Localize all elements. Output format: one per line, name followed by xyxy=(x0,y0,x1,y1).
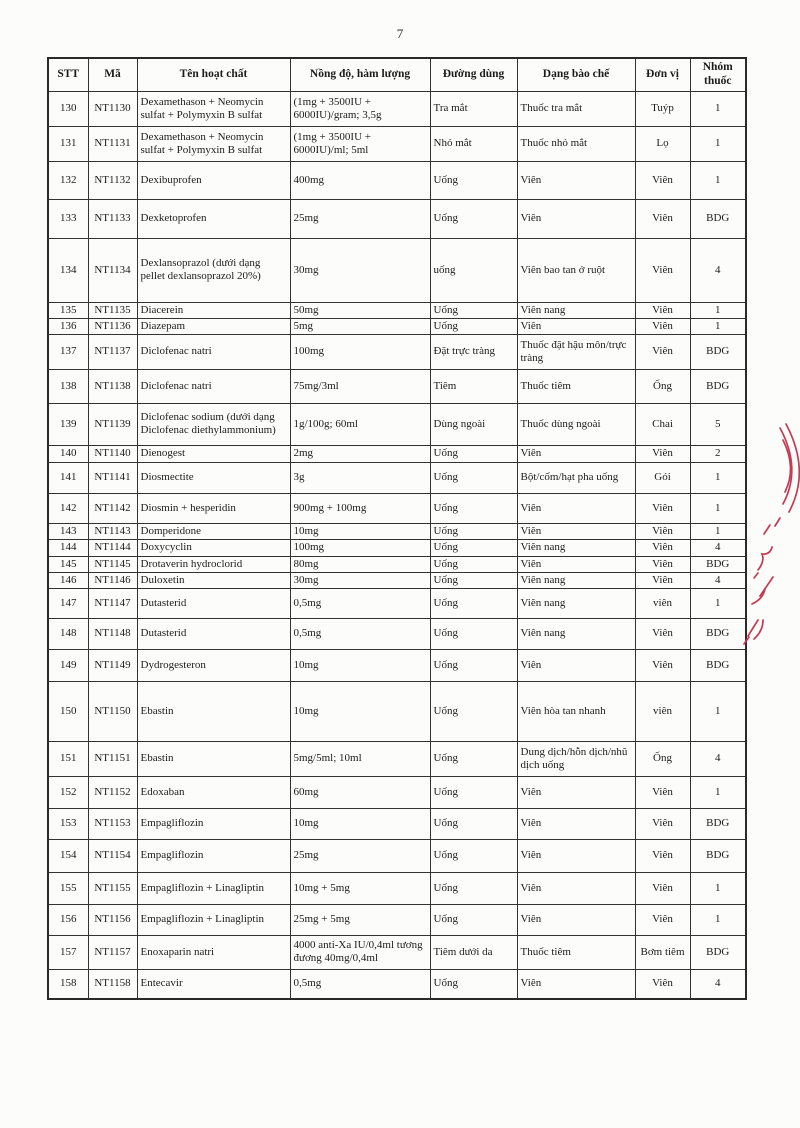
cell-stt: 130 xyxy=(48,91,88,126)
cell-don-vi: Viên xyxy=(635,969,690,999)
cell-don-vi: viên xyxy=(635,681,690,741)
cell-dang-bao-che: Thuốc nhỏ mắt xyxy=(517,126,635,161)
cell-nong-do-ham-luong: 25mg xyxy=(290,839,430,872)
cell-nong-do-ham-luong: 0,5mg xyxy=(290,618,430,649)
cell-nhom-thuoc: 1 xyxy=(690,776,746,808)
cell-nhom-thuoc: 4 xyxy=(690,969,746,999)
cell-nong-do-ham-luong: (1mg + 3500IU + 6000IU)/gram; 3,5g xyxy=(290,91,430,126)
cell-stt: 154 xyxy=(48,839,88,872)
cell-don-vi: Bơm tiêm xyxy=(635,935,690,969)
cell-nong-do-ham-luong: 0,5mg xyxy=(290,588,430,618)
cell-don-vi: Viên xyxy=(635,649,690,681)
cell-don-vi: Gói xyxy=(635,462,690,493)
table-row xyxy=(48,872,746,904)
cell-ten-hoat-chat: Dexketoprofen xyxy=(137,199,290,238)
cell-duong-dung: Uống xyxy=(430,523,517,539)
header-nhom-thuoc: Nhóm thuốc xyxy=(690,58,746,91)
cell-stt: 158 xyxy=(48,969,88,999)
cell-duong-dung: Dùng ngoài xyxy=(430,403,517,445)
cell-nong-do-ham-luong: 10mg xyxy=(290,649,430,681)
cell-stt: 142 xyxy=(48,493,88,523)
cell-nhom-thuoc: 4 xyxy=(690,539,746,556)
header-duong-dung: Đường dùng xyxy=(430,58,517,91)
cell-ma: NT1135 xyxy=(88,302,137,318)
table-row xyxy=(48,462,746,493)
cell-duong-dung: Uống xyxy=(430,741,517,776)
cell-dang-bao-che: Viên xyxy=(517,649,635,681)
cell-dang-bao-che: Thuốc tiêm xyxy=(517,935,635,969)
cell-nhom-thuoc: 4 xyxy=(690,572,746,588)
cell-ma: NT1141 xyxy=(88,462,137,493)
cell-don-vi: viên xyxy=(635,588,690,618)
cell-ma: NT1142 xyxy=(88,493,137,523)
cell-ten-hoat-chat: Dutasterid xyxy=(137,618,290,649)
cell-duong-dung: Uống xyxy=(430,649,517,681)
cell-stt: 151 xyxy=(48,741,88,776)
cell-don-vi: Viên xyxy=(635,334,690,369)
cell-ten-hoat-chat: Dexlansoprazol (dưới dạng pellet dexlansoprazol 20%) xyxy=(137,238,290,302)
cell-nong-do-ham-luong: 900mg + 100mg xyxy=(290,493,430,523)
cell-dang-bao-che: Viên xyxy=(517,318,635,334)
cell-don-vi: Viên xyxy=(635,872,690,904)
cell-stt: 137 xyxy=(48,334,88,369)
table-row xyxy=(48,588,746,618)
table-row xyxy=(48,649,746,681)
cell-ten-hoat-chat: Ebastin xyxy=(137,681,290,741)
cell-duong-dung: Uống xyxy=(430,969,517,999)
cell-ma: NT1137 xyxy=(88,334,137,369)
cell-don-vi: Viên xyxy=(635,238,690,302)
cell-don-vi: Lọ xyxy=(635,126,690,161)
header-row xyxy=(48,58,746,91)
header-ten-hoat-chat: Tên hoạt chất xyxy=(137,58,290,91)
cell-stt: 140 xyxy=(48,445,88,462)
cell-ten-hoat-chat: Ebastin xyxy=(137,741,290,776)
cell-duong-dung: Uống xyxy=(430,556,517,572)
cell-dang-bao-che: Viên nang xyxy=(517,539,635,556)
table-row xyxy=(48,539,746,556)
cell-don-vi: Viên xyxy=(635,523,690,539)
cell-don-vi: Viên xyxy=(635,199,690,238)
cell-stt: 131 xyxy=(48,126,88,161)
cell-ma: NT1131 xyxy=(88,126,137,161)
cell-nong-do-ham-luong: 30mg xyxy=(290,238,430,302)
cell-ten-hoat-chat: Diclofenac sodium (dưới dạng Diclofenac diethylammonium) xyxy=(137,403,290,445)
cell-nhom-thuoc: 1 xyxy=(690,681,746,741)
cell-dang-bao-che: Viên nang xyxy=(517,588,635,618)
cell-ma: NT1140 xyxy=(88,445,137,462)
cell-stt: 148 xyxy=(48,618,88,649)
cell-stt: 144 xyxy=(48,539,88,556)
cell-dang-bao-che: Dung dịch/hỗn dịch/nhũ dịch uống xyxy=(517,741,635,776)
cell-nong-do-ham-luong: 100mg xyxy=(290,334,430,369)
cell-don-vi: Viên xyxy=(635,776,690,808)
cell-nong-do-ham-luong: 75mg/3ml xyxy=(290,369,430,403)
cell-ten-hoat-chat: Diclofenac natri xyxy=(137,334,290,369)
cell-nong-do-ham-luong: (1mg + 3500IU + 6000IU)/ml; 5ml xyxy=(290,126,430,161)
cell-ma: NT1133 xyxy=(88,199,137,238)
cell-nhom-thuoc: 1 xyxy=(690,91,746,126)
cell-ten-hoat-chat: Dexamethason + Neomycin sulfat + Polymyxin B sulfat xyxy=(137,91,290,126)
cell-ma: NT1149 xyxy=(88,649,137,681)
cell-duong-dung: Uống xyxy=(430,462,517,493)
cell-ma: NT1155 xyxy=(88,872,137,904)
cell-duong-dung: Uống xyxy=(430,588,517,618)
cell-ten-hoat-chat: Empagliflozin + Linagliptin xyxy=(137,904,290,935)
cell-don-vi: Viên xyxy=(635,618,690,649)
cell-nong-do-ham-luong: 3g xyxy=(290,462,430,493)
cell-don-vi: Viên xyxy=(635,839,690,872)
table-header xyxy=(48,58,746,91)
cell-dang-bao-che: Viên xyxy=(517,493,635,523)
cell-duong-dung: Tra mắt xyxy=(430,91,517,126)
cell-duong-dung: Uống xyxy=(430,318,517,334)
cell-don-vi: Viên xyxy=(635,493,690,523)
table-row xyxy=(48,318,746,334)
cell-ten-hoat-chat: Empagliflozin xyxy=(137,808,290,839)
table-row xyxy=(48,523,746,539)
cell-nhom-thuoc: BDG xyxy=(690,935,746,969)
cell-nhom-thuoc: BDG xyxy=(690,199,746,238)
cell-don-vi: Viên xyxy=(635,445,690,462)
cell-nong-do-ham-luong: 80mg xyxy=(290,556,430,572)
cell-nhom-thuoc: 1 xyxy=(690,523,746,539)
cell-nhom-thuoc: BDG xyxy=(690,839,746,872)
table-row xyxy=(48,493,746,523)
cell-ten-hoat-chat: Diosmectite xyxy=(137,462,290,493)
table-row xyxy=(48,969,746,999)
cell-don-vi: Tuýp xyxy=(635,91,690,126)
cell-dang-bao-che: Bột/cốm/hạt pha uống xyxy=(517,462,635,493)
cell-dang-bao-che: Viên nang xyxy=(517,572,635,588)
cell-duong-dung: Uống xyxy=(430,539,517,556)
cell-ten-hoat-chat: Duloxetin xyxy=(137,572,290,588)
cell-nong-do-ham-luong: 10mg xyxy=(290,523,430,539)
table-row xyxy=(48,839,746,872)
cell-ten-hoat-chat: Dexibuprofen xyxy=(137,161,290,199)
cell-nhom-thuoc: 4 xyxy=(690,238,746,302)
cell-nhom-thuoc: BDG xyxy=(690,556,746,572)
cell-ma: NT1143 xyxy=(88,523,137,539)
cell-ma: NT1153 xyxy=(88,808,137,839)
cell-don-vi: Viên xyxy=(635,572,690,588)
cell-dang-bao-che: Viên xyxy=(517,445,635,462)
cell-stt: 134 xyxy=(48,238,88,302)
table-row xyxy=(48,403,746,445)
page-number: 7 xyxy=(396,26,404,41)
table-row xyxy=(48,445,746,462)
cell-ten-hoat-chat: Diazepam xyxy=(137,318,290,334)
cell-ma: NT1156 xyxy=(88,904,137,935)
header-stt: STT xyxy=(48,58,88,91)
table-row xyxy=(48,334,746,369)
cell-nong-do-ham-luong: 5mg/5ml; 10ml xyxy=(290,741,430,776)
cell-don-vi: Viên xyxy=(635,302,690,318)
cell-nong-do-ham-luong: 400mg xyxy=(290,161,430,199)
cell-dang-bao-che: Viên nang xyxy=(517,302,635,318)
cell-dang-bao-che: Viên xyxy=(517,556,635,572)
cell-stt: 136 xyxy=(48,318,88,334)
cell-ma: NT1157 xyxy=(88,935,137,969)
cell-ten-hoat-chat: Empagliflozin + Linagliptin xyxy=(137,872,290,904)
cell-stt: 155 xyxy=(48,872,88,904)
cell-duong-dung: uống xyxy=(430,238,517,302)
cell-nhom-thuoc: 1 xyxy=(690,462,746,493)
table-row xyxy=(48,556,746,572)
header-don-vi: Đơn vị xyxy=(635,58,690,91)
cell-duong-dung: Uống xyxy=(430,445,517,462)
cell-dang-bao-che: Viên nang xyxy=(517,618,635,649)
cell-nhom-thuoc: BDG xyxy=(690,369,746,403)
cell-ma: NT1152 xyxy=(88,776,137,808)
cell-nhom-thuoc: 5 xyxy=(690,403,746,445)
cell-dang-bao-che: Thuốc tiêm xyxy=(517,369,635,403)
cell-dang-bao-che: Viên xyxy=(517,808,635,839)
cell-ten-hoat-chat: Diacerein xyxy=(137,302,290,318)
cell-don-vi: Chai xyxy=(635,403,690,445)
cell-duong-dung: Uống xyxy=(430,618,517,649)
cell-dang-bao-che: Viên hòa tan nhanh xyxy=(517,681,635,741)
cell-nhom-thuoc: 1 xyxy=(690,588,746,618)
table-row xyxy=(48,904,746,935)
cell-stt: 132 xyxy=(48,161,88,199)
cell-nong-do-ham-luong: 4000 anti-Xa IU/0,4ml tương đương 40mg/0,4ml xyxy=(290,935,430,969)
cell-nong-do-ham-luong: 25mg + 5mg xyxy=(290,904,430,935)
table-row xyxy=(48,808,746,839)
cell-don-vi: Ống xyxy=(635,369,690,403)
cell-ma: NT1154 xyxy=(88,839,137,872)
table-row xyxy=(48,681,746,741)
cell-stt: 138 xyxy=(48,369,88,403)
cell-don-vi: Viên xyxy=(635,318,690,334)
cell-don-vi: Viên xyxy=(635,556,690,572)
cell-duong-dung: Uống xyxy=(430,199,517,238)
cell-ten-hoat-chat: Drotaverin hydroclorid xyxy=(137,556,290,572)
cell-nhom-thuoc: 1 xyxy=(690,493,746,523)
cell-dang-bao-che: Thuốc tra mắt xyxy=(517,91,635,126)
cell-dang-bao-che: Viên xyxy=(517,199,635,238)
cell-ten-hoat-chat: Dexamethason + Neomycin sulfat + Polymyxin B sulfat xyxy=(137,126,290,161)
cell-ten-hoat-chat: Diclofenac natri xyxy=(137,369,290,403)
cell-stt: 156 xyxy=(48,904,88,935)
cell-ma: NT1136 xyxy=(88,318,137,334)
cell-nong-do-ham-luong: 0,5mg xyxy=(290,969,430,999)
table-row xyxy=(48,572,746,588)
cell-nong-do-ham-luong: 1g/100g; 60ml xyxy=(290,403,430,445)
cell-ten-hoat-chat: Entecavir xyxy=(137,969,290,999)
cell-ten-hoat-chat: Dydrogesteron xyxy=(137,649,290,681)
cell-nhom-thuoc: BDG xyxy=(690,618,746,649)
cell-nong-do-ham-luong: 5mg xyxy=(290,318,430,334)
cell-nhom-thuoc: 1 xyxy=(690,302,746,318)
cell-nong-do-ham-luong: 10mg + 5mg xyxy=(290,872,430,904)
cell-ma: NT1130 xyxy=(88,91,137,126)
cell-duong-dung: Uống xyxy=(430,572,517,588)
cell-ma: NT1145 xyxy=(88,556,137,572)
cell-dang-bao-che: Viên xyxy=(517,839,635,872)
cell-dang-bao-che: Viên xyxy=(517,776,635,808)
cell-nhom-thuoc: 1 xyxy=(690,904,746,935)
cell-dang-bao-che: Viên xyxy=(517,969,635,999)
cell-ma: NT1147 xyxy=(88,588,137,618)
cell-nhom-thuoc: 2 xyxy=(690,445,746,462)
cell-duong-dung: Uống xyxy=(430,872,517,904)
cell-stt: 157 xyxy=(48,935,88,969)
cell-duong-dung: Tiêm dưới da xyxy=(430,935,517,969)
cell-duong-dung: Tiêm xyxy=(430,369,517,403)
cell-ten-hoat-chat: Diosmin + hesperidin xyxy=(137,493,290,523)
cell-stt: 145 xyxy=(48,556,88,572)
cell-nhom-thuoc: 1 xyxy=(690,126,746,161)
cell-dang-bao-che: Viên xyxy=(517,523,635,539)
cell-stt: 139 xyxy=(48,403,88,445)
cell-nhom-thuoc: BDG xyxy=(690,334,746,369)
cell-duong-dung: Uống xyxy=(430,776,517,808)
cell-duong-dung: Uống xyxy=(430,302,517,318)
table-row xyxy=(48,935,746,969)
cell-nong-do-ham-luong: 25mg xyxy=(290,199,430,238)
cell-stt: 147 xyxy=(48,588,88,618)
cell-dang-bao-che: Viên bao tan ở ruột xyxy=(517,238,635,302)
header-nong-do-ham-luong: Nồng độ, hàm lượng xyxy=(290,58,430,91)
cell-ten-hoat-chat: Dutasterid xyxy=(137,588,290,618)
cell-ma: NT1138 xyxy=(88,369,137,403)
cell-dang-bao-che: Viên xyxy=(517,904,635,935)
cell-ma: NT1151 xyxy=(88,741,137,776)
cell-duong-dung: Uống xyxy=(430,839,517,872)
cell-nong-do-ham-luong: 10mg xyxy=(290,681,430,741)
table-row xyxy=(48,741,746,776)
cell-dang-bao-che: Viên xyxy=(517,872,635,904)
table-row xyxy=(48,776,746,808)
cell-ma: NT1144 xyxy=(88,539,137,556)
table-row xyxy=(48,126,746,161)
cell-don-vi: Ống xyxy=(635,741,690,776)
cell-stt: 135 xyxy=(48,302,88,318)
cell-ten-hoat-chat: Doxycyclin xyxy=(137,539,290,556)
cell-ma: NT1146 xyxy=(88,572,137,588)
cell-stt: 152 xyxy=(48,776,88,808)
cell-ma: NT1148 xyxy=(88,618,137,649)
cell-don-vi: Viên xyxy=(635,161,690,199)
cell-stt: 143 xyxy=(48,523,88,539)
table-row xyxy=(48,199,746,238)
cell-ten-hoat-chat: Dienogest xyxy=(137,445,290,462)
table-body xyxy=(48,91,746,999)
cell-ten-hoat-chat: Enoxaparin natri xyxy=(137,935,290,969)
cell-stt: 133 xyxy=(48,199,88,238)
cell-nong-do-ham-luong: 2mg xyxy=(290,445,430,462)
cell-duong-dung: Uống xyxy=(430,493,517,523)
cell-dang-bao-che: Thuốc đặt hậu môn/trực tràng xyxy=(517,334,635,369)
table-row xyxy=(48,91,746,126)
cell-nhom-thuoc: 4 xyxy=(690,741,746,776)
cell-stt: 150 xyxy=(48,681,88,741)
table-row xyxy=(48,302,746,318)
cell-stt: 141 xyxy=(48,462,88,493)
cell-ma: NT1132 xyxy=(88,161,137,199)
cell-nhom-thuoc: 1 xyxy=(690,318,746,334)
cell-don-vi: Viên xyxy=(635,904,690,935)
cell-nong-do-ham-luong: 100mg xyxy=(290,539,430,556)
cell-ma: NT1150 xyxy=(88,681,137,741)
cell-ma: NT1134 xyxy=(88,238,137,302)
cell-stt: 153 xyxy=(48,808,88,839)
table-row xyxy=(48,369,746,403)
cell-dang-bao-che: Thuốc dùng ngoài xyxy=(517,403,635,445)
cell-nhom-thuoc: BDG xyxy=(690,649,746,681)
cell-nong-do-ham-luong: 60mg xyxy=(290,776,430,808)
cell-nong-do-ham-luong: 30mg xyxy=(290,572,430,588)
cell-stt: 146 xyxy=(48,572,88,588)
cell-ma: NT1158 xyxy=(88,969,137,999)
cell-duong-dung: Nhỏ mắt xyxy=(430,126,517,161)
table-row xyxy=(48,161,746,199)
cell-ma: NT1139 xyxy=(88,403,137,445)
cell-stt: 149 xyxy=(48,649,88,681)
header-ma: Mã xyxy=(88,58,137,91)
cell-duong-dung: Uống xyxy=(430,808,517,839)
cell-dang-bao-che: Viên xyxy=(517,161,635,199)
cell-don-vi: Viên xyxy=(635,539,690,556)
drug-table xyxy=(47,57,747,1000)
header-dang-bao-che: Dạng bào chế xyxy=(517,58,635,91)
cell-nhom-thuoc: 1 xyxy=(690,872,746,904)
cell-ten-hoat-chat: Edoxaban xyxy=(137,776,290,808)
cell-nong-do-ham-luong: 10mg xyxy=(290,808,430,839)
cell-duong-dung: Đặt trực tràng xyxy=(430,334,517,369)
table-row xyxy=(48,238,746,302)
cell-ten-hoat-chat: Empagliflozin xyxy=(137,839,290,872)
cell-nhom-thuoc: 1 xyxy=(690,161,746,199)
table-row xyxy=(48,618,746,649)
cell-duong-dung: Uống xyxy=(430,904,517,935)
cell-don-vi: Viên xyxy=(635,808,690,839)
cell-duong-dung: Uống xyxy=(430,681,517,741)
cell-nhom-thuoc: BDG xyxy=(690,808,746,839)
cell-nong-do-ham-luong: 50mg xyxy=(290,302,430,318)
cell-ten-hoat-chat: Domperidone xyxy=(137,523,290,539)
cell-duong-dung: Uống xyxy=(430,161,517,199)
